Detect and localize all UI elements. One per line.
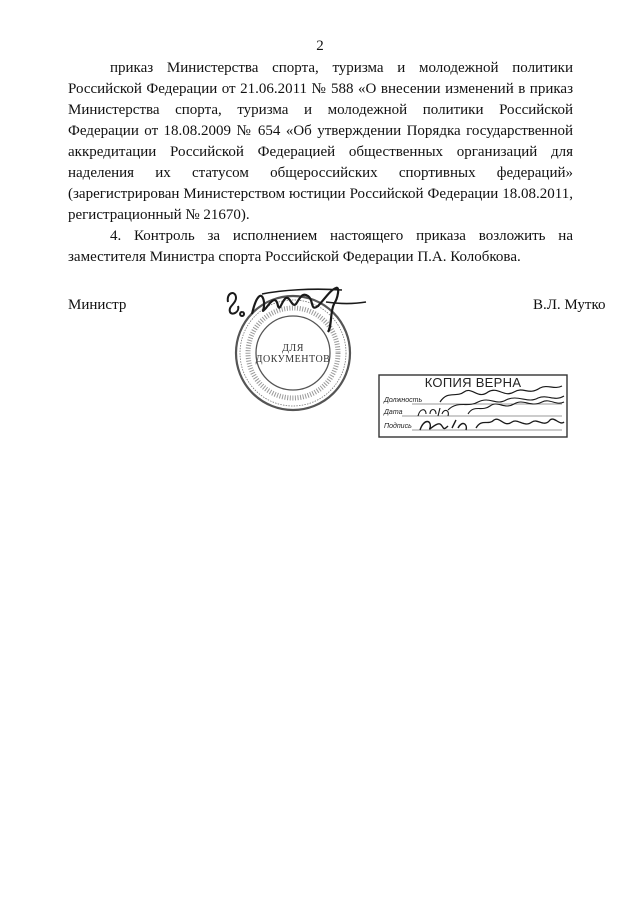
seal-text-line-1: ДЛЯ [282,343,304,354]
stamp-title: КОПИЯ ВЕРНА [424,375,522,390]
stamp-field-signature: Подпись [384,423,412,430]
stamp-handwriting [378,374,568,438]
signatory-name: В.Л. Мутко [533,297,606,313]
seal-inner-text [245,343,341,365]
certified-copy-stamp [378,374,568,438]
paragraph-continuation: приказ Министерства спорта, туризма и молодежной политики Российской Федерации от 21.06.2011 № 588 «О внесении изменений в приказ Министерства спорта, туризма и молодежной политики Российской Федерации от 18.08.2009 № 654 «Об утверждении Порядка государственной аккредитации Российской Федерацией общественных организаций для наделения их статусом общероссийских спортивных федераций» (зарегистрирован Министерством юстиции Российской Федерации 18.08.2011, регистрационный № 21670). [68,60,573,223]
stamp-field-date: Дата [384,409,403,416]
handwritten-signature [222,282,370,334]
stamp-field-position: Должность [384,397,423,404]
signatory-title: Министр [68,297,127,313]
paragraph-item-4: 4. Контроль за исполнением настоящего приказа возложить на заместителя Министра спорта Российской Федерации П.А. Колобкова. [68,228,573,265]
seal-text-line-2: ДОКУМЕНТОВ [255,354,331,365]
document-body [68,58,573,268]
page-number: 2 [316,38,324,54]
